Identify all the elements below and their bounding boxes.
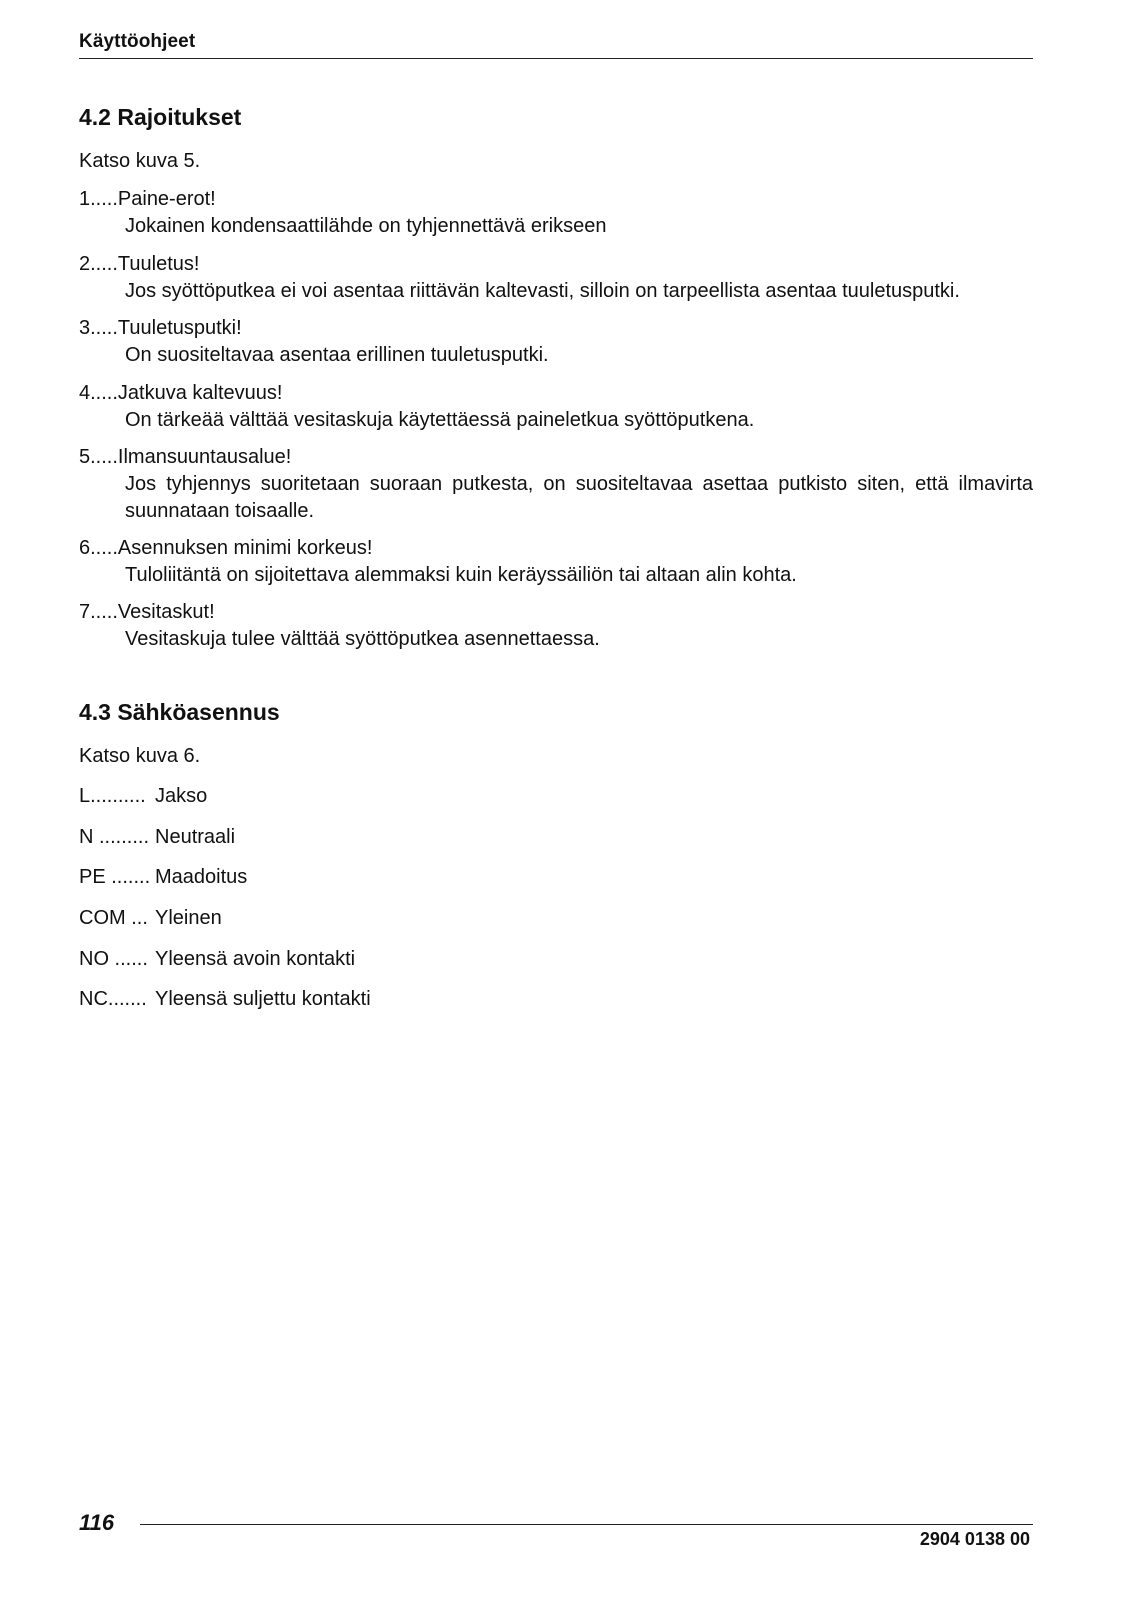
list-item-text: On tärkeää välttää vesitaskuja käytettäessä paineletkua syöttöputkena. bbox=[125, 409, 755, 431]
section-intro: Katso kuva 5. bbox=[79, 150, 201, 172]
list-item-text: Jos tyhjennys suoritetaan suoraan putkesta, on suositeltavaa asettaa putkisto siten, että ilmavirta suunnataan toisaalle. bbox=[125, 473, 1033, 522]
list-item-label: 3.....Tuuletusputki! bbox=[79, 317, 242, 339]
list-item bbox=[79, 380, 1033, 434]
header-title: Käyttöohjeet bbox=[79, 31, 196, 52]
definition-term: NO ...... bbox=[79, 948, 148, 970]
definition-text: Neutraali bbox=[155, 826, 236, 848]
list-item-label: 4.....Jatkuva kaltevuus! bbox=[79, 382, 283, 404]
section-heading: 4.2 Rajoitukset bbox=[79, 104, 242, 130]
section-intro: Katso kuva 6. bbox=[79, 745, 201, 767]
header-divider bbox=[79, 58, 1033, 59]
list-item bbox=[79, 535, 1033, 589]
definition-term: L.......... bbox=[79, 785, 146, 807]
list-item bbox=[79, 444, 1033, 525]
list-item bbox=[79, 599, 1033, 653]
list-item-text: On suositeltavaa asentaa erillinen tuuletusputki. bbox=[125, 344, 549, 366]
list-item bbox=[79, 251, 1033, 305]
definition-item bbox=[79, 783, 207, 810]
definition-item bbox=[79, 986, 371, 1013]
list-item bbox=[79, 186, 1033, 240]
definition-text: Yleensä avoin kontakti bbox=[155, 948, 356, 970]
definition-item bbox=[79, 946, 355, 973]
document-code: 2904 0138 00 bbox=[919, 1529, 1030, 1549]
definition-text: Yleinen bbox=[155, 907, 222, 929]
list-item-label: 6.....Asennuksen minimi korkeus! bbox=[79, 537, 373, 559]
definition-text: Jakso bbox=[155, 785, 208, 807]
list-item-text: Tuloliitäntä on sijoitettava alemmaksi kuin keräyssäiliön tai altaan alin kohta. bbox=[125, 564, 797, 586]
definition-term: NC....... bbox=[79, 988, 147, 1010]
list-item-label: 2.....Tuuletus! bbox=[79, 253, 200, 275]
definition-term: COM ... bbox=[79, 907, 148, 929]
list-item-text: Jokainen kondensaattilähde on tyhjennettävä erikseen bbox=[125, 215, 607, 237]
definition-text: Maadoitus bbox=[155, 866, 248, 888]
footer-divider bbox=[140, 1524, 1033, 1525]
list-item-label: 5.....Ilmansuuntausalue! bbox=[79, 446, 292, 468]
page-number: 116 bbox=[79, 1510, 115, 1535]
section-heading: 4.3 Sähköasennus bbox=[79, 699, 280, 725]
definition-item bbox=[79, 824, 235, 851]
list-item-text: Vesitaskuja tulee välttää syöttöputkea asennettaessa. bbox=[125, 628, 600, 650]
definition-term: N ......... bbox=[79, 826, 150, 848]
list-item-text: Jos syöttöputkea ei voi asentaa riittävän kaltevasti, silloin on tarpeellista asentaa tuuletusputki. bbox=[125, 280, 960, 302]
list-item bbox=[79, 315, 1033, 369]
list-item-label: 1.....Paine-erot! bbox=[79, 188, 216, 210]
definition-text: Yleensä suljettu kontakti bbox=[155, 988, 371, 1010]
definition-item bbox=[79, 864, 247, 891]
definition-item bbox=[79, 905, 222, 932]
list-item-label: 7.....Vesitaskut! bbox=[79, 601, 215, 623]
definition-term: PE ....... bbox=[79, 866, 151, 888]
